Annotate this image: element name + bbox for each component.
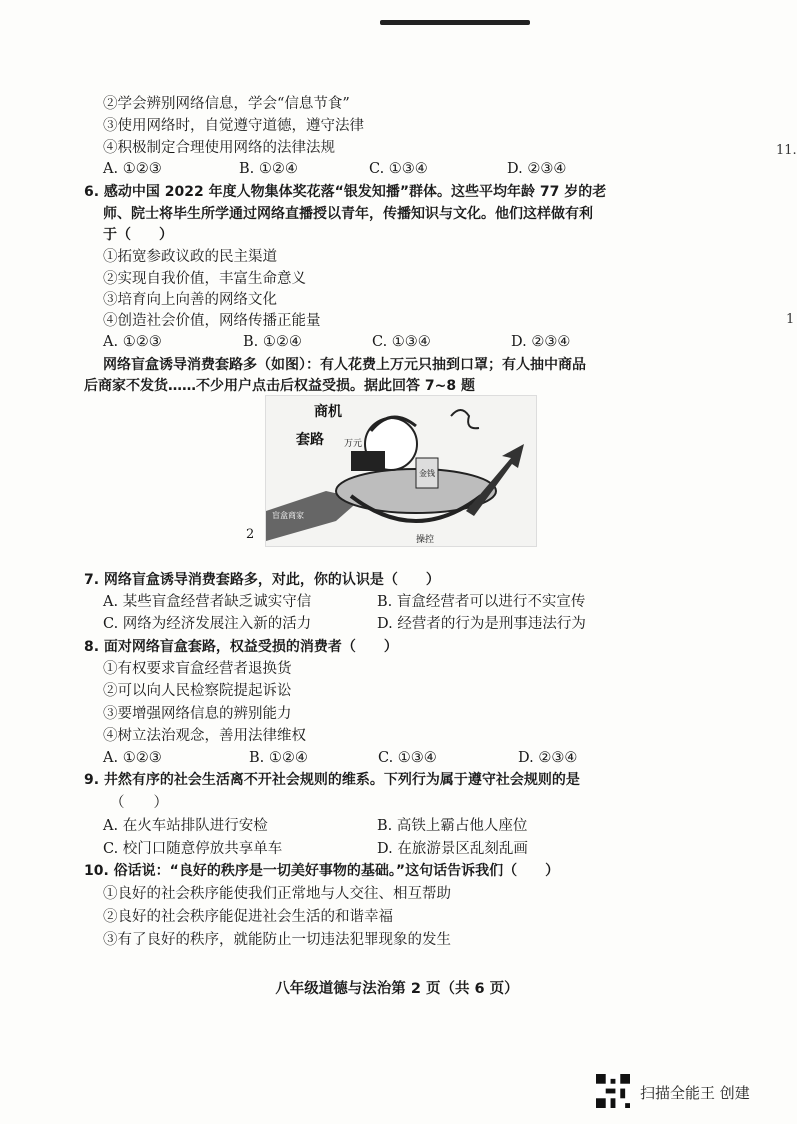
q7-option-b: B. 盲盒经营者可以进行不实宣传 <box>377 594 586 610</box>
q8-option-c: C. ①③④ <box>378 750 437 766</box>
q10-statement-2: ②良好的社会秩序能促进社会生活的和谐幸福 <box>103 909 393 925</box>
q8-statement-4: ④树立法治观念，善用法律维权 <box>103 728 306 744</box>
figure-label-small: 万元 <box>344 439 363 449</box>
q9-option-c: C. 校门口随意停放共享单车 <box>103 841 283 857</box>
q5-statement-3: ③使用网络时，自觉遵守道德，遵守法律 <box>103 118 364 134</box>
q6-stem-1: 6. 感动中国 2022 年度人物集体奖花落“银发知播”群体。这些平均年龄 77 岁的老 <box>84 184 607 200</box>
q5-option-a: A. ①②③ <box>103 161 162 177</box>
q8-option-a: A. ①②③ <box>103 750 162 766</box>
q6-option-a: A. ①②③ <box>103 334 162 350</box>
q10-statement-1: ①良好的社会秩序能使我们正常地与人交往、相互帮助 <box>103 886 451 902</box>
q5-option-c: C. ①③④ <box>369 161 428 177</box>
q6-stem-2: 师、院士将毕生所学通过网络直播授以青年，传播知识与文化。他们这样做有利 <box>103 206 593 222</box>
q7-stem: 7. 网络盲盒诱导消费套路多，对此，你的认识是（ ） <box>84 572 440 588</box>
edge-mark-2: 1 <box>786 312 795 327</box>
q8-statement-1: ①有权要求盲盒经营者退换货 <box>103 661 292 677</box>
q9-option-b: B. 高铁上霸占他人座位 <box>377 818 528 834</box>
figure-label-base: 操控 <box>416 535 435 545</box>
q8-statement-2: ②可以向人民检察院提起诉讼 <box>103 683 292 699</box>
figure-mark: 2 <box>246 527 255 542</box>
cartoon-figure <box>265 395 537 547</box>
figure-label-handle: 盲盒商家 <box>272 511 304 520</box>
q6-stem-3: 于（ ） <box>103 227 173 243</box>
scanner-watermark: 扫描全能王 创建 <box>640 1084 750 1102</box>
figure-label-money: 金钱 <box>419 469 435 478</box>
q6-option-d: D. ②③④ <box>511 334 571 350</box>
q10-statement-3: ③有了良好的秩序，就能防止一切违法犯罪现象的发生 <box>103 932 451 948</box>
q6-statement-3: ③培育向上向善的网络文化 <box>103 292 277 308</box>
q6-statement-4: ④创造社会价值，网络传播正能量 <box>103 313 321 329</box>
q7-option-d: D. 经营者的行为是刑事违法行为 <box>377 616 586 632</box>
figure-label-mid: 套路 <box>296 432 324 448</box>
cartoon-drawing <box>266 396 536 546</box>
q9-option-a: A. 在火车站排队进行安检 <box>103 818 268 834</box>
q9-stem: 9. 井然有序的社会生活离不开社会规则的维系。下列行为属于遵守社会规则的是 <box>84 772 580 788</box>
q9-stem-paren: （ ） <box>110 795 168 811</box>
figure-label-top: 商机 <box>314 404 342 420</box>
top-bar-mark <box>380 20 530 25</box>
intro-line-1: 网络盲盒诱导消费套路多（如图）：有人花费上万元只抽到口罩；有人抽中商品 <box>103 357 586 373</box>
q7-option-a: A. 某些盲盒经营者缺乏诚实守信 <box>103 594 312 610</box>
q6-statement-1: ①拓宽参政议政的民主渠道 <box>103 249 277 265</box>
q8-statement-3: ③要增强网络信息的辨别能力 <box>103 706 292 722</box>
q9-option-d: D. 在旅游景区乱刻乱画 <box>377 841 528 857</box>
qr-code-icon <box>596 1074 630 1108</box>
q7-option-c: C. 网络为经济发展注入新的活力 <box>103 616 312 632</box>
q5-option-d: D. ②③④ <box>507 161 567 177</box>
q8-option-d: D. ②③④ <box>518 750 578 766</box>
q8-option-b: B. ①②④ <box>249 750 308 766</box>
q10-stem: 10. 俗话说：“良好的秩序是一切美好事物的基础。”这句话告诉我们（ ） <box>84 863 560 879</box>
intro-line-2: 后商家不发货……不少用户点击后权益受损。据此回答 7~8 题 <box>84 378 475 394</box>
q6-statement-2: ②实现自我价值，丰富生命意义 <box>103 271 306 287</box>
q8-stem: 8. 面对网络盲盒套路，权益受损的消费者（ ） <box>84 639 398 655</box>
q5-option-b: B. ①②④ <box>239 161 298 177</box>
q5-statement-2: ②学会辨别网络信息，学会“信息节食” <box>103 96 350 112</box>
q6-option-c: C. ①③④ <box>372 334 431 350</box>
q6-option-b: B. ①②④ <box>243 334 302 350</box>
edge-mark-1: 11. <box>776 143 797 158</box>
page-footer: 八年级道德与法治第 2 页（共 6 页） <box>275 981 519 997</box>
q5-statement-4: ④积极制定合理使用网络的法律法规 <box>103 140 335 156</box>
